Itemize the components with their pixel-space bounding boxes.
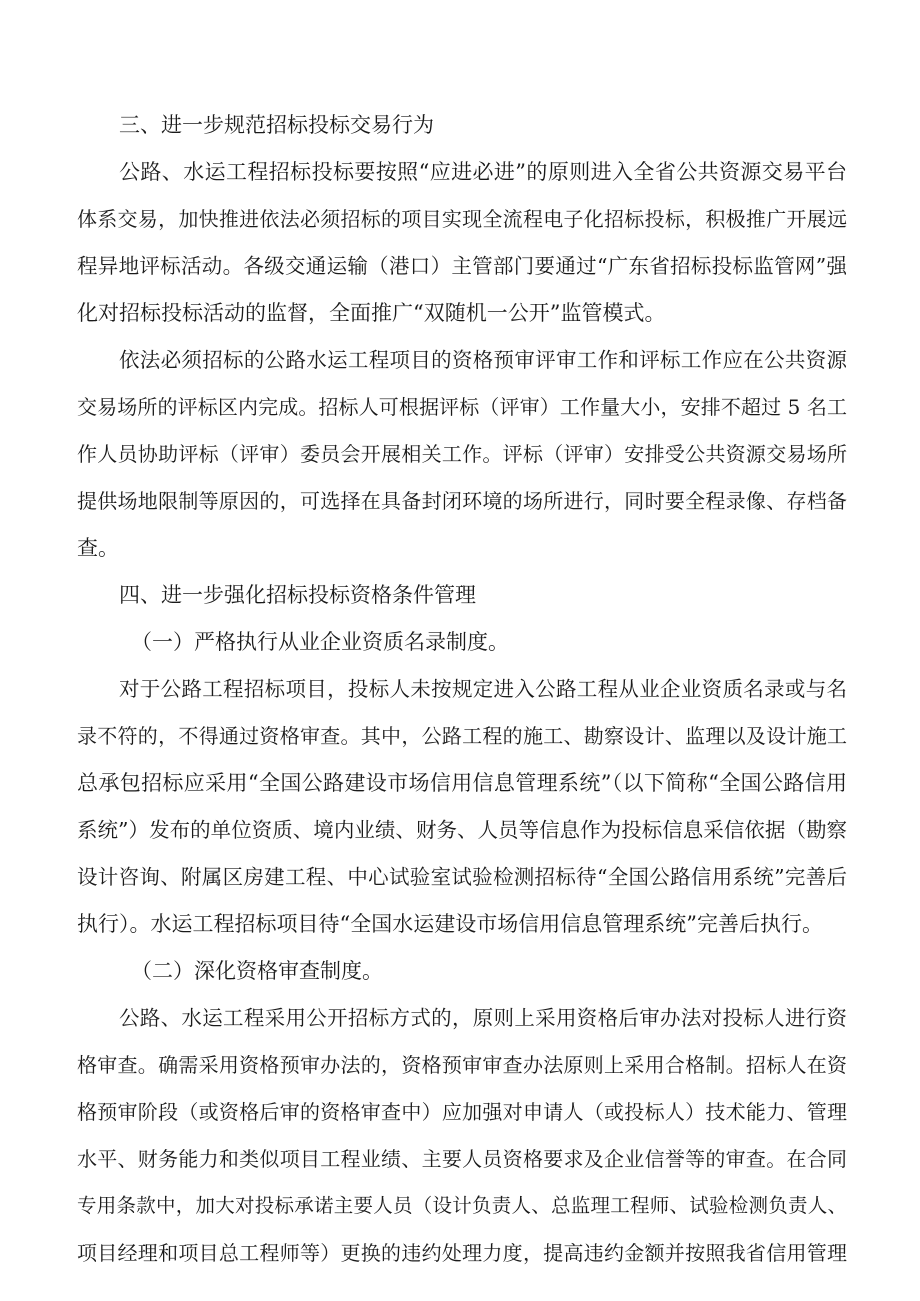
- paragraph-line: 交易场所的评标区内完成。招标人可根据评标（评审）工作量大小，安排不超过 5 名工: [77, 395, 847, 419]
- section-4-heading: 四、进一步强化招标投标资格条件管理: [119, 583, 476, 607]
- paragraph-line: 项目经理和项目总工程师等）更换的违约处理力度，提高违约金额并按照我省信用管理: [77, 1241, 847, 1265]
- paragraph-line: 体系交易，加快推进依法必须招标的项目实现全流程电子化招标投标，积极推广开展远: [77, 207, 847, 231]
- paragraph-line: 录不符的，不得通过资格审查。其中，公路工程的施工、勘察设计、监理以及设计施工: [77, 724, 847, 748]
- paragraph-line: 水平、财务能力和类似项目工程业绩、主要人员资格要求及企业信誉等的审查。在合同: [77, 1147, 847, 1171]
- paragraph-line: 化对招标投标活动的监督，全面推广“双随机一公开”监管模式。: [77, 301, 666, 325]
- paragraph-line: 作人员协助评标（评审）委员会开展相关工作。评标（评审）安排受公共资源交易场所: [77, 442, 847, 466]
- paragraph-line: 格审查。确需采用资格预审办法的，资格预审审查办法原则上采用合格制。招标人在资: [77, 1053, 847, 1077]
- paragraph-line: 执行）。水运工程招标项目待“全国水运建设市场信用信息管理系统”完善后执行。: [77, 912, 823, 936]
- paragraph-line: 格预审阶段（或资格后审的资格审查中）应加强对申请人（或投标人）技术能力、管理: [77, 1100, 847, 1124]
- paragraph-line: 公路、水运工程招标投标要按照“应进必进”的原则进入全省公共资源交易平台: [119, 160, 847, 184]
- subsection-1-heading: （一）严格执行从业企业资质名录制度。: [131, 630, 509, 654]
- paragraph-line: 系统”）发布的单位资质、境内业绩、财务、人员等信息作为投标信息采信依据（勘察: [77, 818, 847, 842]
- paragraph-line: 专用条款中，加大对投标承诺主要人员（设计负责人、总监理工程师、试验检测负责人、: [77, 1194, 847, 1217]
- paragraph-line: 提供场地限制等原因的，可选择在具备封闭环境的场所进行，同时要全程录像、存档备: [77, 489, 847, 513]
- subsection-2-heading: （二）深化资格审查制度。: [131, 959, 383, 983]
- section-3-heading: 三、进一步规范招标投标交易行为: [119, 113, 434, 137]
- paragraph-line: 查。: [77, 536, 119, 560]
- paragraph-line: 依法必须招标的公路水运工程项目的资格预审评审工作和评标工作应在公共资源: [119, 348, 847, 372]
- paragraph-line: 对于公路工程招标项目，投标人未按规定进入公路工程从业企业资质名录或与名: [119, 677, 847, 701]
- paragraph-line: 程异地评标活动。各级交通运输（港口）主管部门要通过“广东省招标投标监管网”强: [77, 254, 847, 278]
- paragraph-line: 总承包招标应采用“全国公路建设市场信用信息管理系统”（以下简称“全国公路信用: [77, 771, 847, 795]
- paragraph-line: 设计咨询、附属区房建工程、中心试验室试验检测招标待“全国公路信用系统”完善后: [77, 865, 847, 889]
- paragraph-line: 公路、水运工程采用公开招标方式的，原则上采用资格后审办法对投标人进行资: [119, 1006, 847, 1030]
